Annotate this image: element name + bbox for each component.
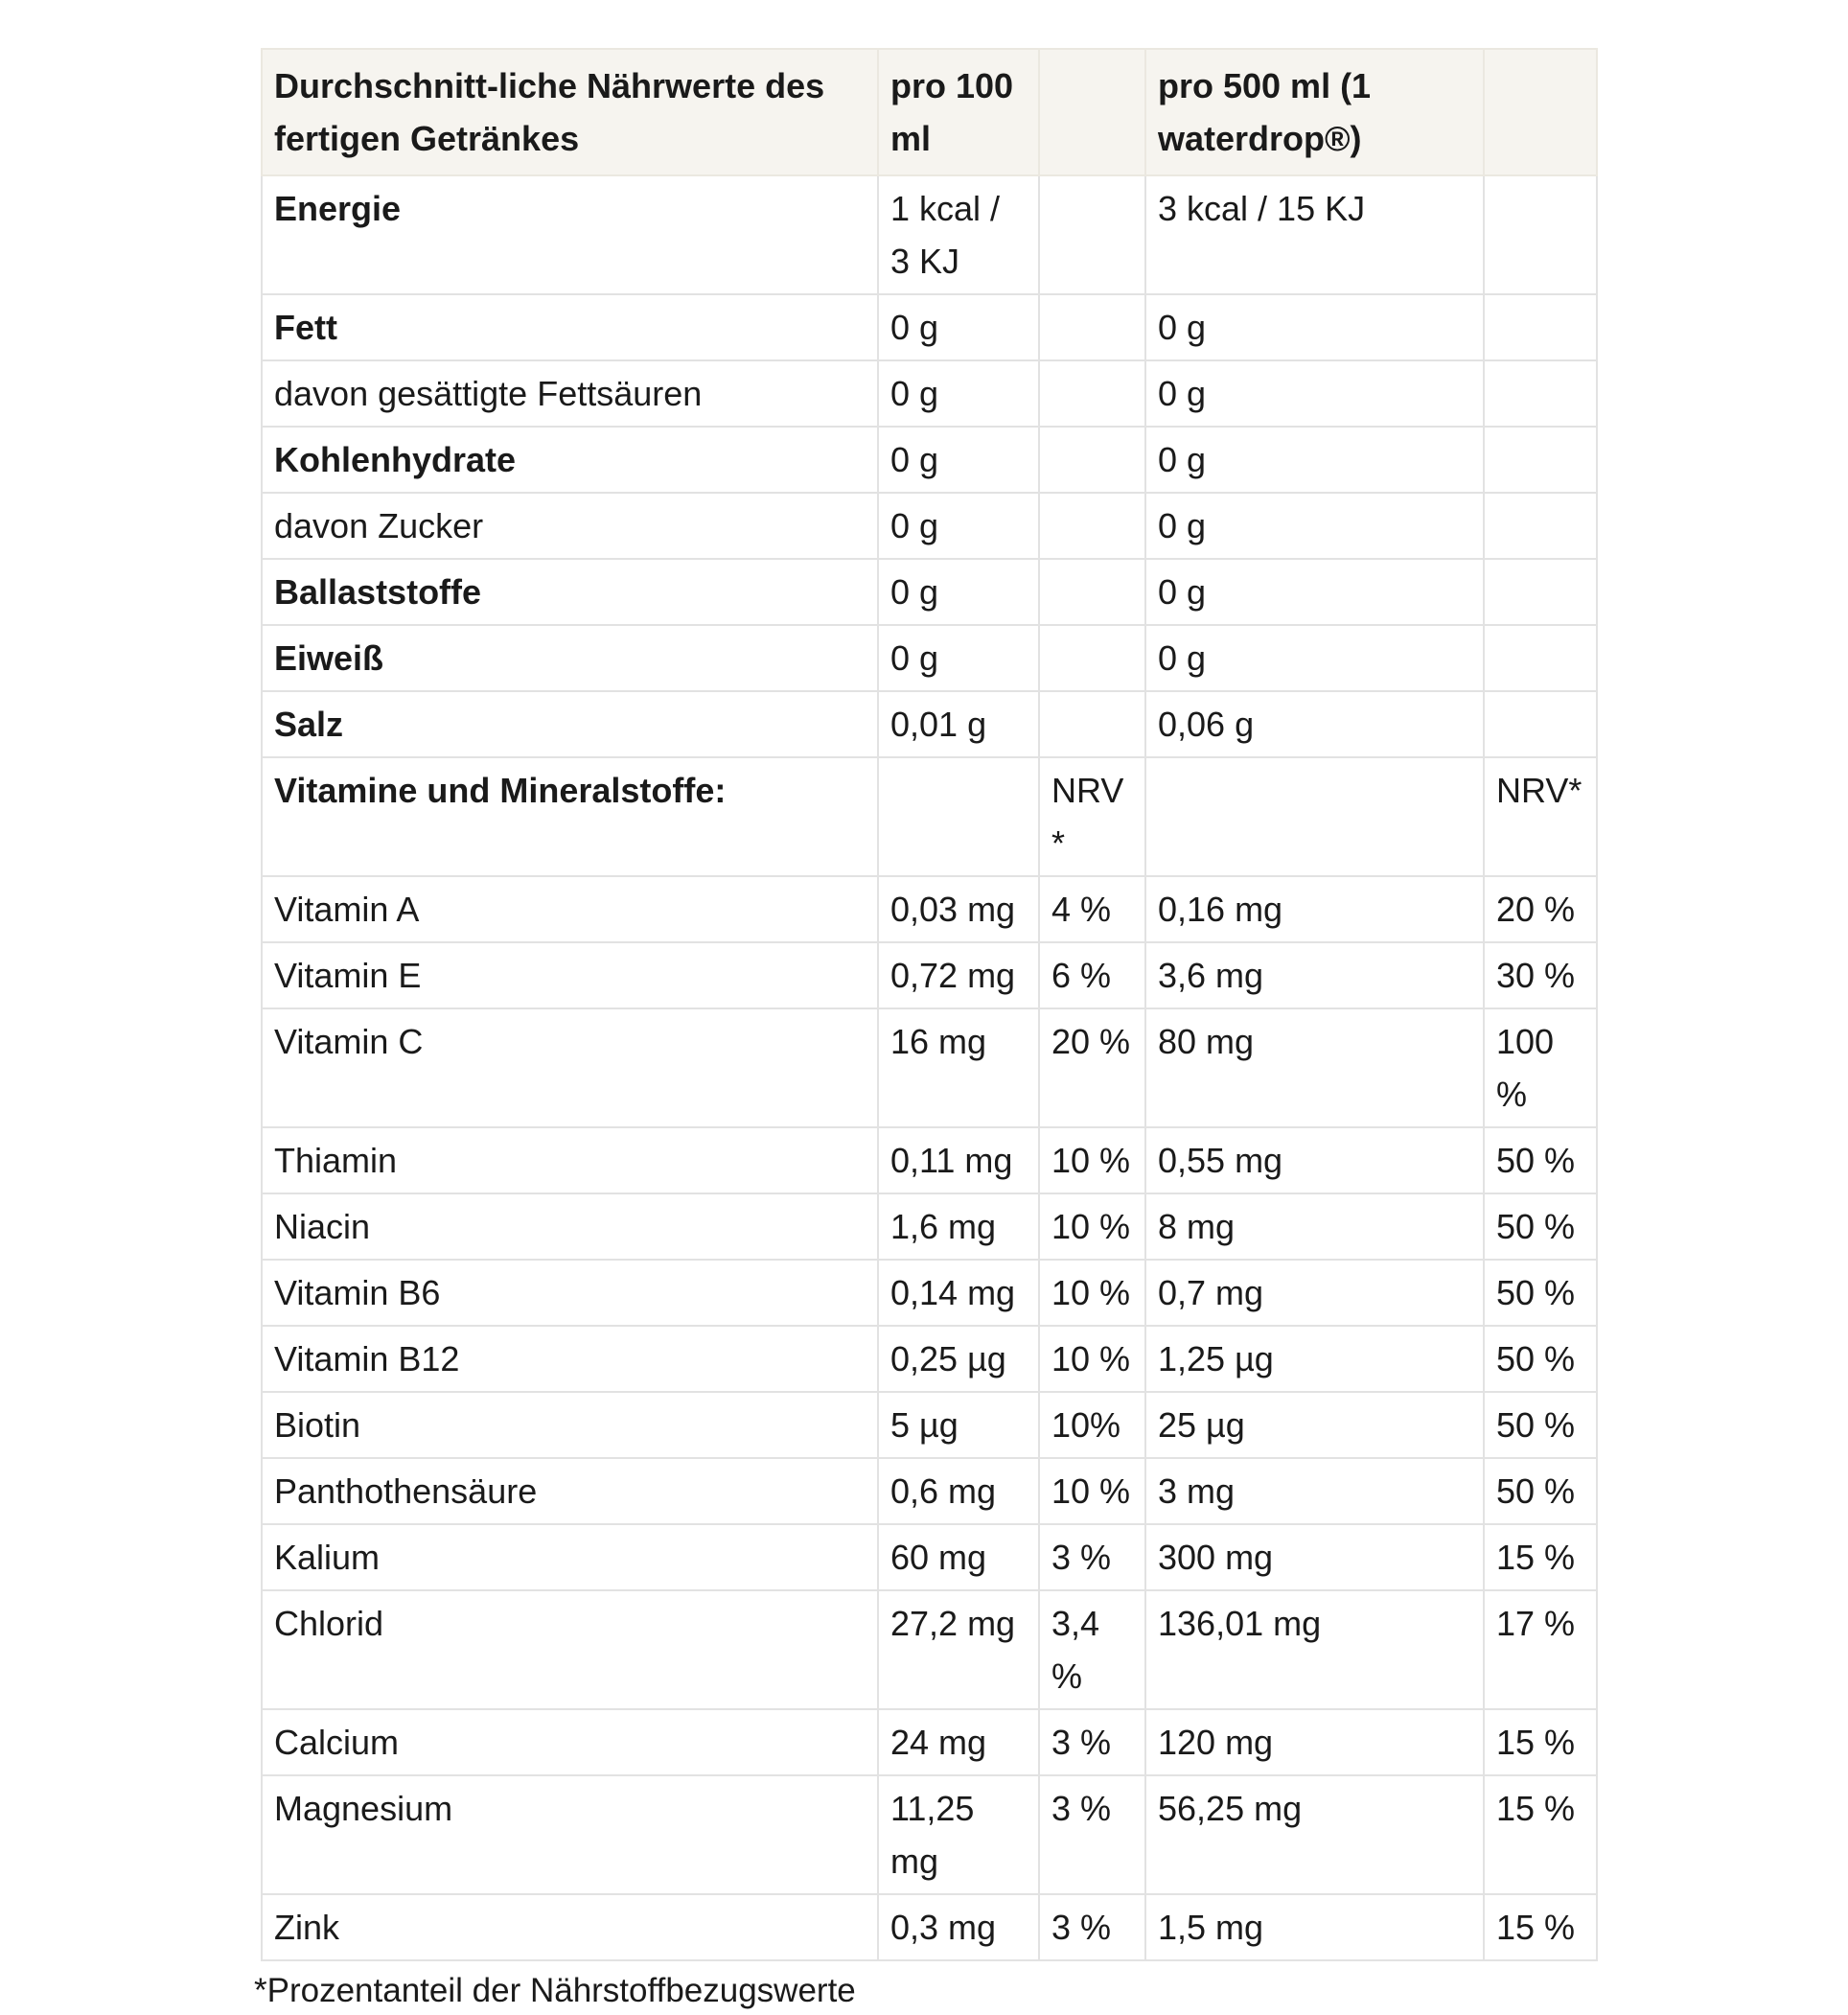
nrv-per-100ml-cell: 3 % xyxy=(1039,1524,1145,1590)
nrv-per-500ml-cell xyxy=(1484,427,1597,493)
table-row xyxy=(262,493,1597,559)
value-per-100ml-cell: 16 mg xyxy=(878,1008,1039,1127)
table-row xyxy=(262,1458,1597,1524)
nutrient-name-cell: Zink xyxy=(262,1894,878,1960)
value-per-500ml-cell: 120 mg xyxy=(1145,1709,1484,1775)
table-row xyxy=(262,427,1597,493)
value-per-500ml-cell: 0 g xyxy=(1145,625,1484,691)
table-row xyxy=(262,876,1597,942)
table-row xyxy=(262,294,1597,360)
nrv-per-100ml-cell: NRV* xyxy=(1039,757,1145,876)
header-cell-nrv-100ml xyxy=(1039,49,1145,175)
nutrient-name-cell: Salz xyxy=(262,691,878,757)
table-row xyxy=(262,360,1597,427)
nutrient-name-cell: Thiamin xyxy=(262,1127,878,1193)
nutrient-name-cell: Vitamin B12 xyxy=(262,1326,878,1392)
nrv-per-100ml-cell: 3 % xyxy=(1039,1894,1145,1960)
nrv-per-100ml-cell: 10 % xyxy=(1039,1193,1145,1260)
nrv-per-500ml-cell: 15 % xyxy=(1484,1709,1597,1775)
table-body xyxy=(262,175,1597,1960)
nutrient-name-cell: davon Zucker xyxy=(262,493,878,559)
nrv-per-100ml-cell xyxy=(1039,294,1145,360)
value-per-100ml-cell: 1 kcal / 3 KJ xyxy=(878,175,1039,294)
footnote: *Prozentanteil der Nährstoffbezugswerte xyxy=(254,1972,856,2009)
value-per-500ml-cell: 8 mg xyxy=(1145,1193,1484,1260)
nrv-per-500ml-cell: 50 % xyxy=(1484,1260,1597,1326)
nrv-per-100ml-cell: 3 % xyxy=(1039,1775,1145,1894)
table-row xyxy=(262,691,1597,757)
table-row xyxy=(262,559,1597,625)
value-per-100ml-cell: 24 mg xyxy=(878,1709,1039,1775)
table-row xyxy=(262,625,1597,691)
nutrition-panel xyxy=(254,48,1596,2015)
nrv-per-100ml-cell: 20 % xyxy=(1039,1008,1145,1127)
value-per-100ml-cell: 0,25 µg xyxy=(878,1326,1039,1392)
nrv-per-100ml-cell: 3 % xyxy=(1039,1709,1145,1775)
value-per-500ml-cell: 3 kcal / 15 KJ xyxy=(1145,175,1484,294)
value-per-100ml-cell: 0,6 mg xyxy=(878,1458,1039,1524)
nutrient-name-cell: Energie xyxy=(262,175,878,294)
value-per-500ml-cell: 0 g xyxy=(1145,294,1484,360)
value-per-100ml-cell: 0,3 mg xyxy=(878,1894,1039,1960)
value-per-100ml-cell: 0 g xyxy=(878,625,1039,691)
nutrition-table xyxy=(261,48,1598,1961)
table-row xyxy=(262,942,1597,1008)
nutrient-name-cell: Ballaststoffe xyxy=(262,559,878,625)
value-per-500ml-cell: 0,7 mg xyxy=(1145,1260,1484,1326)
table-row xyxy=(262,757,1597,876)
nrv-per-500ml-cell xyxy=(1484,175,1597,294)
value-per-500ml-cell: 0 g xyxy=(1145,559,1484,625)
value-per-100ml-cell: 11,25 mg xyxy=(878,1775,1039,1894)
table-row xyxy=(262,1392,1597,1458)
nrv-per-500ml-cell: 17 % xyxy=(1484,1590,1597,1709)
value-per-500ml-cell: 0,16 mg xyxy=(1145,876,1484,942)
nrv-per-500ml-cell: NRV* xyxy=(1484,757,1597,876)
value-per-500ml-cell: 300 mg xyxy=(1145,1524,1484,1590)
value-per-500ml-cell: 0 g xyxy=(1145,360,1484,427)
nutrient-name-cell: Fett xyxy=(262,294,878,360)
nrv-per-500ml-cell: 50 % xyxy=(1484,1392,1597,1458)
header-cell-per-100ml: pro 100 ml xyxy=(878,49,1039,175)
nrv-per-500ml-cell xyxy=(1484,360,1597,427)
nutrient-name-cell: davon gesättigte Fettsäuren xyxy=(262,360,878,427)
value-per-100ml-cell: 0,72 mg xyxy=(878,942,1039,1008)
nrv-per-500ml-cell: 50 % xyxy=(1484,1193,1597,1260)
nutrient-name-cell: Vitamin A xyxy=(262,876,878,942)
nrv-per-100ml-cell: 10 % xyxy=(1039,1127,1145,1193)
nrv-per-500ml-cell: 50 % xyxy=(1484,1326,1597,1392)
value-per-100ml-cell: 0 g xyxy=(878,427,1039,493)
value-per-500ml-cell: 80 mg xyxy=(1145,1008,1484,1127)
value-per-100ml-cell: 5 µg xyxy=(878,1392,1039,1458)
header-cell-nutrient: Durchschnitt-liche Nährwerte des fertigen Getränkes xyxy=(262,49,878,175)
nrv-per-500ml-cell xyxy=(1484,691,1597,757)
nutrient-name-cell: Magnesium xyxy=(262,1775,878,1894)
nrv-per-100ml-cell xyxy=(1039,427,1145,493)
value-per-500ml-cell xyxy=(1145,757,1484,876)
nrv-per-100ml-cell xyxy=(1039,175,1145,294)
value-per-500ml-cell: 25 µg xyxy=(1145,1392,1484,1458)
value-per-100ml-cell: 0 g xyxy=(878,493,1039,559)
header-row xyxy=(262,49,1597,175)
table-row xyxy=(262,1590,1597,1709)
nrv-per-100ml-cell: 10% xyxy=(1039,1392,1145,1458)
value-per-500ml-cell: 3,6 mg xyxy=(1145,942,1484,1008)
nrv-per-100ml-cell xyxy=(1039,559,1145,625)
value-per-500ml-cell: 0,55 mg xyxy=(1145,1127,1484,1193)
nrv-per-100ml-cell xyxy=(1039,360,1145,427)
table-row xyxy=(262,1008,1597,1127)
value-per-500ml-cell: 56,25 mg xyxy=(1145,1775,1484,1894)
value-per-100ml-cell: 0,14 mg xyxy=(878,1260,1039,1326)
nrv-per-500ml-cell: 50 % xyxy=(1484,1127,1597,1193)
nutrient-name-cell: Eiweiß xyxy=(262,625,878,691)
nrv-per-100ml-cell: 10 % xyxy=(1039,1260,1145,1326)
value-per-500ml-cell: 1,5 mg xyxy=(1145,1894,1484,1960)
table-row xyxy=(262,1193,1597,1260)
nutrient-name-cell: Kohlenhydrate xyxy=(262,427,878,493)
nutrient-name-cell: Biotin xyxy=(262,1392,878,1458)
value-per-100ml-cell xyxy=(878,757,1039,876)
nrv-per-100ml-cell: 10 % xyxy=(1039,1326,1145,1392)
table-row xyxy=(262,1260,1597,1326)
nrv-per-500ml-cell: 20 % xyxy=(1484,876,1597,942)
nrv-per-100ml-cell: 4 % xyxy=(1039,876,1145,942)
nrv-per-100ml-cell: 3,4 % xyxy=(1039,1590,1145,1709)
nutrient-name-cell: Calcium xyxy=(262,1709,878,1775)
nutrient-name-cell: Vitamin C xyxy=(262,1008,878,1127)
nrv-per-100ml-cell xyxy=(1039,625,1145,691)
nrv-per-500ml-cell xyxy=(1484,625,1597,691)
table-row xyxy=(262,1524,1597,1590)
value-per-500ml-cell: 0 g xyxy=(1145,493,1484,559)
table-row xyxy=(262,1894,1597,1960)
nrv-per-100ml-cell xyxy=(1039,691,1145,757)
table-row xyxy=(262,1709,1597,1775)
nutrient-name-cell: Niacin xyxy=(262,1193,878,1260)
nutrient-name-cell: Vitamine und Mineralstoffe: xyxy=(262,757,878,876)
value-per-100ml-cell: 0 g xyxy=(878,559,1039,625)
nutrient-name-cell: Chlorid xyxy=(262,1590,878,1709)
nrv-per-500ml-cell: 15 % xyxy=(1484,1894,1597,1960)
nutrient-name-cell: Vitamin B6 xyxy=(262,1260,878,1326)
value-per-100ml-cell: 0,03 mg xyxy=(878,876,1039,942)
table-row xyxy=(262,175,1597,294)
value-per-500ml-cell: 136,01 mg xyxy=(1145,1590,1484,1709)
table-row xyxy=(262,1326,1597,1392)
table-row xyxy=(262,1127,1597,1193)
nrv-per-100ml-cell: 6 % xyxy=(1039,942,1145,1008)
value-per-100ml-cell: 0,01 g xyxy=(878,691,1039,757)
nutrient-name-cell: Vitamin E xyxy=(262,942,878,1008)
value-per-500ml-cell: 3 mg xyxy=(1145,1458,1484,1524)
value-per-100ml-cell: 27,2 mg xyxy=(878,1590,1039,1709)
table-row xyxy=(262,1775,1597,1894)
nrv-per-100ml-cell: 10 % xyxy=(1039,1458,1145,1524)
header-cell-per-500ml: pro 500 ml (1 waterdrop®) xyxy=(1145,49,1484,175)
value-per-100ml-cell: 60 mg xyxy=(878,1524,1039,1590)
nrv-per-500ml-cell xyxy=(1484,559,1597,625)
nutrient-name-cell: Panthothensäure xyxy=(262,1458,878,1524)
value-per-100ml-cell: 1,6 mg xyxy=(878,1193,1039,1260)
nrv-per-500ml-cell xyxy=(1484,493,1597,559)
table-header xyxy=(262,49,1597,175)
nrv-per-500ml-cell: 30 % xyxy=(1484,942,1597,1008)
value-per-100ml-cell: 0 g xyxy=(878,360,1039,427)
nrv-per-500ml-cell: 15 % xyxy=(1484,1775,1597,1894)
nrv-per-500ml-cell xyxy=(1484,294,1597,360)
value-per-100ml-cell: 0 g xyxy=(878,294,1039,360)
value-per-500ml-cell: 1,25 µg xyxy=(1145,1326,1484,1392)
value-per-500ml-cell: 0 g xyxy=(1145,427,1484,493)
nrv-per-500ml-cell: 100 % xyxy=(1484,1008,1597,1127)
header-cell-nrv-500ml xyxy=(1484,49,1597,175)
nrv-per-100ml-cell xyxy=(1039,493,1145,559)
nrv-per-500ml-cell: 50 % xyxy=(1484,1458,1597,1524)
value-per-100ml-cell: 0,11 mg xyxy=(878,1127,1039,1193)
value-per-500ml-cell: 0,06 g xyxy=(1145,691,1484,757)
nutrient-name-cell: Kalium xyxy=(262,1524,878,1590)
nrv-per-500ml-cell: 15 % xyxy=(1484,1524,1597,1590)
